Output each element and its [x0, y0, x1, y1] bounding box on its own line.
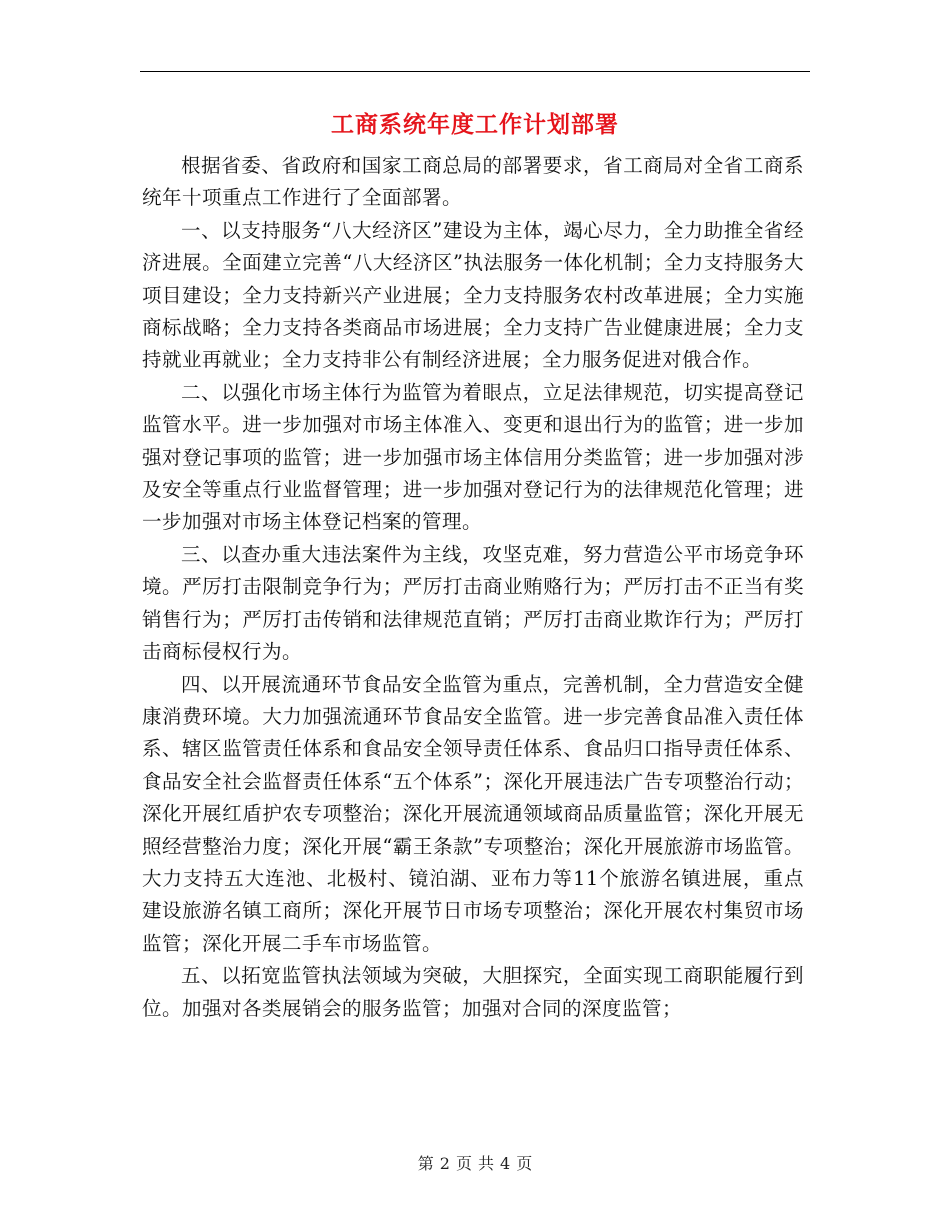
paragraph-intro: 根据省委、省政府和国家工商总局的部署要求，省工商局对全省工商系统年十项重点工作进行了全面部署。 — [142, 154, 804, 210]
document-title: 工商系统年度工作计划部署 — [331, 111, 619, 138]
footer-page-label: 第 — [417, 1154, 434, 1173]
document-body — [142, 150, 804, 1025]
paragraph-item-1: 一、以支持服务“八大经济区”建设为主体，竭心尽力，全力助推全省经济进展。全面建立完善“八大经济区”执法服务一体化机制；全力支持服务大项目建设；全力支持新兴产业进展；全力支持服务农村改革进展；全力实施商标战略；全力支持各类商品市场进展；全力支持广告业健康进展；全力支持就业再就业；全力支持非公有制经济进展；全力服务促进对俄合作。 — [142, 218, 804, 372]
paragraph-item-4: 四、以开展流通环节食品安全监管为重点，完善机制，全力营造安全健康消费环境。大力加强流通环节食品安全监管。进一步完善食品准入责任体系、辖区监管责任体系和食品安全领导责任体系、食品归口指导责任体系、食品安全社会监督责任体系“五个体系”；深化开展违法广告专项整治行动；深化开展红盾护农专项整治；深化开展流通领域商品质量监管；深化开展无照经营整治力度；深化开展“霸王条款”专项整治；深化开展旅游市场监管。大力支持五大连池、北极村、镜泊湖、亚布力等11个旅游名镇进展，重点建设旅游名镇工商所；深化开展节日市场专项整治；深化开展农村集贸市场监管；深化开展二手车市场监管。 — [142, 672, 804, 955]
footer-page-unit: 页 — [455, 1154, 472, 1173]
paragraph-item-5: 五、以拓宽监管执法领域为突破，大胆探究，全面实现工商职能履行到位。加强对各类展销会的服务监管；加强对合同的深度监管； — [142, 964, 804, 1020]
header-rule — [140, 71, 810, 72]
paragraph-item-3: 三、以查办重大违法案件为主线，攻坚克难，努力营造公平市场竞争环境。严厉打击限制竞争行为；严厉打击商业贿赂行为；严厉打击不正当有奖销售行为；严厉打击传销和法律规范直销；严厉打击商业欺诈行为；严厉打击商标侵权行为。 — [142, 542, 804, 664]
page-footer — [0, 1152, 950, 1176]
footer-total-label: 共 — [478, 1154, 495, 1173]
paragraph-item-2: 二、以强化市场主体行为监管为着眼点，立足法律规范，切实提高登记监管水平。进一步加强对市场主体准入、变更和退出行为的监管；进一步加强对登记事项的监管；进一步加强市场主体信用分类监管；进一步加强对涉及安全等重点行业监督管理；进一步加强对登记行为的法律规范化管理；进一步加强对市场主体登记档案的管理。 — [142, 380, 804, 534]
footer-current-page: 2 — [439, 1154, 450, 1173]
footer-total-pages: 4 — [500, 1154, 511, 1173]
footer-total-unit: 页 — [516, 1154, 533, 1173]
